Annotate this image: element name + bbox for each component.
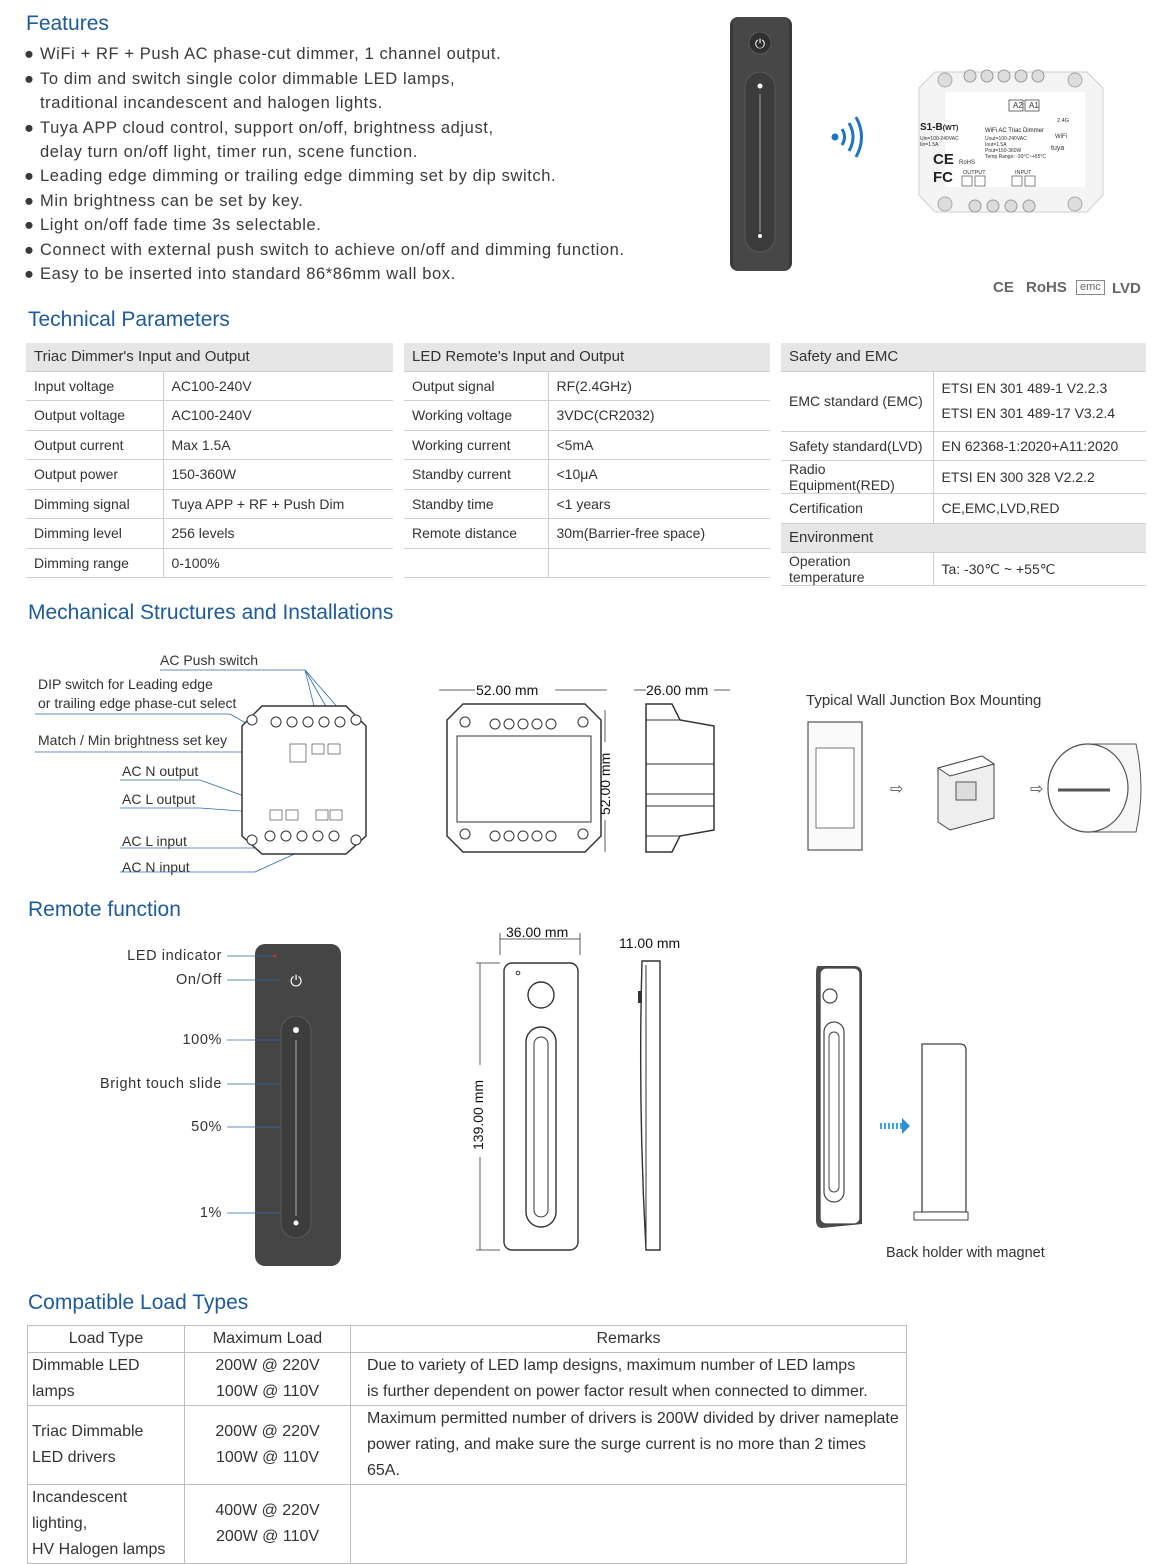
table-row xyxy=(781,431,1146,461)
remarks-cell xyxy=(351,1485,907,1564)
label-ac-l-output: AC L output xyxy=(122,791,196,807)
param-label: Output current xyxy=(26,430,163,460)
svg-text:⇨: ⇨ xyxy=(890,781,904,798)
param-value: RF(2.4GHz) xyxy=(548,371,770,401)
max-load-line: 200W @ 220V xyxy=(215,1357,320,1374)
bullet-icon: ● xyxy=(24,192,35,210)
environment-header: Environment xyxy=(781,523,1146,553)
emc-value-2: ETSI EN 301 489-17 V3.2.4 xyxy=(941,405,1116,421)
emc-mark: emc xyxy=(1076,280,1105,295)
remote-dimension-drawing xyxy=(470,925,670,1260)
table-row xyxy=(26,519,393,549)
table-row xyxy=(28,1353,907,1406)
param-label: Input voltage xyxy=(26,371,163,401)
remote-function-diagram xyxy=(225,940,345,1270)
param-value: 256 levels xyxy=(163,519,393,549)
bullet-icon: ● xyxy=(24,167,35,185)
remarks-cell xyxy=(351,1353,907,1406)
svg-text:⇨: ⇨ xyxy=(1030,781,1044,798)
dimmer-product-image xyxy=(915,60,1110,225)
table-row xyxy=(404,548,770,578)
table-row xyxy=(28,1485,907,1564)
product-label-spec4: Iout=1.5A xyxy=(985,142,1007,148)
remote-params-table xyxy=(404,343,770,578)
param-label: Radio Equipment(RED) xyxy=(781,461,933,494)
load-type-line: Triac Dimmable xyxy=(32,1423,144,1440)
product-label-spec6: Temp Range: -30°C~+55°C xyxy=(985,154,1046,160)
feature-text: To dim and switch single color dimmable LED lamps, xyxy=(40,70,456,88)
mech-title: Mechanical Structures and Installations xyxy=(28,601,394,624)
feature-text: Tuya APP cloud control, support on/off, brightness adjust, xyxy=(40,119,494,137)
label-ac-l-input: AC L input xyxy=(122,833,187,849)
param-value: CE,EMC,LVD,RED xyxy=(933,494,1146,524)
feature-text: Leading edge dimming or trailing edge dimming set by dip switch. xyxy=(40,167,557,185)
label-push-switch: AC Push switch xyxy=(160,652,259,668)
bullet-icon: ● xyxy=(24,70,35,88)
param-label: Output signal xyxy=(404,371,548,401)
table-row xyxy=(26,460,393,490)
label-50: 50% xyxy=(191,1119,222,1135)
load-types-table xyxy=(27,1325,907,1564)
remarks-line: Maximum permitted number of drivers is 200W divided by driver nameplate xyxy=(367,1410,899,1427)
param-label: Dimming signal xyxy=(26,489,163,519)
load-type-cell xyxy=(28,1353,185,1406)
module-front-dimension-drawing xyxy=(435,680,615,860)
remarks-line: Due to variety of LED lamp designs, maximum number of LED lamps xyxy=(367,1357,856,1374)
product-label-a2: A2 xyxy=(1013,101,1023,110)
feature-text-cont: traditional incandescent and halogen lights. xyxy=(40,94,383,112)
product-label-wifi: WiFi xyxy=(1055,134,1067,140)
label-led-indicator: LED indicator xyxy=(127,948,222,964)
table-row xyxy=(26,489,393,519)
table-row xyxy=(404,401,770,431)
param-label: Safety standard(LVD) xyxy=(781,431,933,461)
col-max-load: Maximum Load xyxy=(185,1326,351,1353)
product-model-suffix: (WT) xyxy=(942,125,959,132)
svg-text:⏻: ⏻ xyxy=(290,972,302,990)
label-ac-n-input: AC N input xyxy=(122,859,190,875)
remarks-cell xyxy=(351,1406,907,1485)
param-value: Tuya APP + RF + Push Dim xyxy=(163,489,393,519)
load-type-cell xyxy=(28,1406,185,1485)
param-value: <5mA xyxy=(548,430,770,460)
param-value: 3VDC(CR2032) xyxy=(548,401,770,431)
col-load-type: Load Type xyxy=(28,1326,185,1353)
safety-table-header: Safety and EMC xyxy=(781,343,1146,371)
module-wiring-diagram xyxy=(0,640,400,880)
param-label: Dimming level xyxy=(26,519,163,549)
param-value: ETSI EN 300 328 V2.2.2 xyxy=(933,461,1146,494)
feature-text: Light on/off fade time 3s selectable. xyxy=(40,216,322,234)
bullet-icon: ● xyxy=(24,45,35,63)
max-load-line: 100W @ 110V xyxy=(215,1383,320,1400)
product-label-spec1: Uin=100-240VAC xyxy=(920,136,959,142)
product-label-spec2: Iin=1.5A xyxy=(920,142,939,148)
max-load-cell xyxy=(185,1485,351,1564)
product-label-a1: A1 xyxy=(1029,101,1039,110)
bullet-icon: ● xyxy=(24,241,35,259)
env-value: Ta: -30℃ ~ +55℃ xyxy=(933,553,1146,586)
tech-title: Technical Parameters xyxy=(28,308,230,331)
table-row xyxy=(26,401,393,431)
param-value: 0-100% xyxy=(163,548,393,578)
max-load-line: 400W @ 220V xyxy=(215,1502,320,1519)
max-load-cell xyxy=(185,1353,351,1406)
feature-item xyxy=(24,164,556,188)
remarks-line: power rating, and make sure the surge current is no more than 2 times 65A. xyxy=(367,1436,866,1479)
product-label-rohs: RoHS xyxy=(959,160,976,166)
label-ac-n-output: AC N output xyxy=(122,763,199,779)
product-label-band: 2.4G xyxy=(1057,118,1069,124)
max-load-line: 200W @ 220V xyxy=(215,1423,320,1440)
feature-text: Easy to be inserted into standard 86*86mm wall box. xyxy=(40,265,456,283)
max-load-cell xyxy=(185,1406,351,1485)
param-value: AC100-240V xyxy=(163,401,393,431)
table-row xyxy=(781,553,1146,586)
product-label-input: INPUT xyxy=(1015,170,1032,176)
lvd-mark: LVD xyxy=(1112,280,1141,297)
product-label-output: OUTPUT xyxy=(963,170,986,176)
remote-fn-title: Remote function xyxy=(28,898,181,921)
param-label: Working current xyxy=(404,430,548,460)
param-label: Certification xyxy=(781,494,933,524)
table-row xyxy=(26,548,393,578)
bullet-icon: ● xyxy=(24,119,35,137)
product-label-tuya: tuya xyxy=(1051,145,1065,152)
remote-dim-width: 36.00 mm xyxy=(506,924,569,940)
remote-dim-depth: 11.00 mm xyxy=(619,935,681,951)
product-model-name: S1-B xyxy=(920,122,943,133)
env-label: Operation temperature xyxy=(781,553,933,586)
param-value: 30m(Barrier-free space) xyxy=(548,519,770,549)
emc-value-1: ETSI EN 301 489-1 V2.2.3 xyxy=(941,380,1108,396)
table-row xyxy=(404,371,770,401)
label-bright-slide: Bright touch slide xyxy=(99,1076,222,1092)
col-remarks: Remarks xyxy=(351,1326,907,1353)
feature-item xyxy=(24,213,321,237)
feature-text: Min brightness can be set by key. xyxy=(40,192,304,210)
param-label: Standby current xyxy=(404,460,548,490)
feature-text-cont: delay turn on/off light, timer run, scene function. xyxy=(40,143,418,161)
param-label: Output power xyxy=(26,460,163,490)
table-row xyxy=(404,430,770,460)
table-row xyxy=(28,1406,907,1485)
load-type-line: Dimmable LED lamps xyxy=(32,1357,140,1400)
param-label: Working voltage xyxy=(404,401,548,431)
feature-item xyxy=(24,189,303,213)
label-on-off: On/Off xyxy=(175,972,222,988)
load-type-line: LED drivers xyxy=(32,1449,116,1466)
param-label: Remote distance xyxy=(404,519,548,549)
label-match: Match / Min brightness set key xyxy=(38,732,228,748)
wall-box-mounting-illustration xyxy=(806,718,1146,858)
table-row xyxy=(404,460,770,490)
param-value: Max 1.5A xyxy=(163,430,393,460)
loads-title: Compatible Load Types xyxy=(28,1291,249,1314)
param-label: Dimming range xyxy=(26,548,163,578)
module-side-dimension-drawing xyxy=(632,680,732,860)
feature-item xyxy=(24,262,456,286)
feature-item xyxy=(24,42,501,66)
remarks-line: is further dependent on power factor result when connected to dimmer. xyxy=(367,1383,868,1400)
feature-item xyxy=(24,67,455,115)
feature-text: WiFi + RF + Push AC phase-cut dimmer, 1 channel output. xyxy=(40,45,502,63)
remote-table-header: LED Remote's Input and Output xyxy=(404,343,770,371)
dim-width: 52.00 mm xyxy=(476,682,539,698)
rohs-mark: RoHS xyxy=(1026,279,1067,296)
param-value: 150-360W xyxy=(163,460,393,490)
max-load-line: 200W @ 110V xyxy=(215,1528,320,1545)
label-100: 100% xyxy=(182,1032,222,1048)
feature-text: Connect with external push switch to achieve on/off and dimming function. xyxy=(40,241,625,259)
param-value: EN 62368-1:2020+A11:2020 xyxy=(933,431,1146,461)
bullet-icon: ● xyxy=(24,265,35,283)
dim-height: 52.00 mm xyxy=(597,752,613,815)
label-dip-1: DIP switch for Leading edge xyxy=(38,676,213,692)
table-row xyxy=(404,519,770,549)
mounting-title: Typical Wall Junction Box Mounting xyxy=(806,692,1042,709)
table-row xyxy=(26,430,393,460)
remote-control-image xyxy=(725,14,800,276)
dimmer-params-table xyxy=(26,343,393,578)
product-label-label_title: WiFi AC Triac Dimmer xyxy=(985,128,1044,134)
feature-item xyxy=(24,116,494,164)
param-label: Standby time xyxy=(404,489,548,519)
load-type-line: HV Halogen lamps xyxy=(32,1541,166,1558)
param-value: AC100-240V xyxy=(163,371,393,401)
safety-params-table xyxy=(781,343,1146,586)
dimmer-table-header: Triac Dimmer's Input and Output xyxy=(26,343,393,371)
product-label-fc: FC xyxy=(933,169,953,186)
product-label-ce: CE xyxy=(933,151,954,168)
table-row xyxy=(781,461,1146,494)
feature-item xyxy=(24,238,625,262)
load-type-line: Incandescent lighting, xyxy=(32,1489,128,1532)
label-1: 1% xyxy=(199,1205,222,1221)
dim-depth: 26.00 mm xyxy=(646,682,709,698)
table-row xyxy=(781,494,1146,524)
svg-text:⏻: ⏻ xyxy=(754,37,766,52)
product-label-spec5: Pout=150-360W xyxy=(985,148,1022,154)
max-load-line: 100W @ 110V xyxy=(215,1449,320,1466)
param-label: Output voltage xyxy=(26,401,163,431)
table-row xyxy=(781,371,1146,431)
features-title: Features xyxy=(26,12,109,35)
back-holder-illustration xyxy=(810,962,990,1232)
product-label-spec3: Uout=100-240VAC xyxy=(985,136,1027,142)
table-row xyxy=(26,371,393,401)
param-value: <10μA xyxy=(548,460,770,490)
bullet-icon: ● xyxy=(24,216,35,234)
holder-label: Back holder with magnet xyxy=(886,1245,1045,1261)
load-type-cell xyxy=(28,1485,185,1564)
ce-mark: CE xyxy=(993,279,1014,296)
remote-dim-height: 139.00 mm xyxy=(470,1079,486,1150)
param-value: <1 years xyxy=(548,489,770,519)
label-dip-2: or trailing edge phase-cut select xyxy=(38,695,237,711)
emc-label: EMC standard (EMC) xyxy=(781,371,933,431)
rf-signal-icon xyxy=(826,112,871,162)
table-row xyxy=(404,489,770,519)
